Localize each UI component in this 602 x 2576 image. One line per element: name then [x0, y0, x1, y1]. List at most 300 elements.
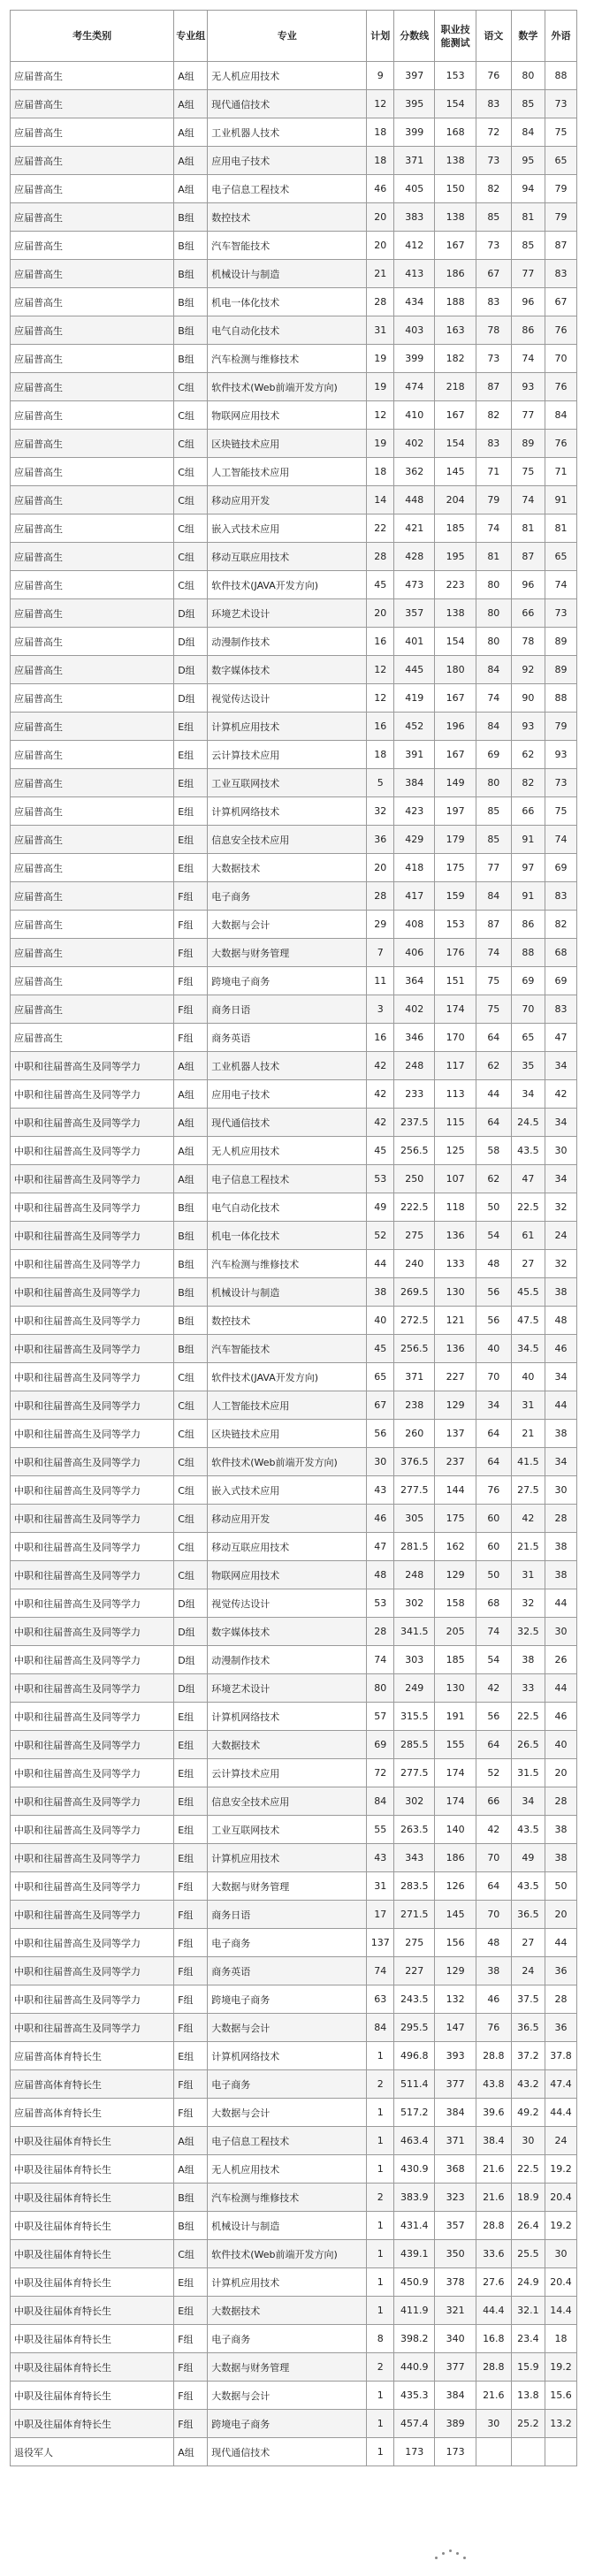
table-row [11, 1816, 577, 1844]
cell-group: E组 [174, 1703, 208, 1731]
cell-skill-test: 167 [435, 684, 476, 713]
table-row [11, 769, 577, 797]
cell-skill-test: 140 [435, 1816, 476, 1844]
cell-category: 中职和往届普高生及同等学力 [11, 1703, 174, 1731]
table-row [11, 826, 577, 854]
cell-cutoff: 401 [394, 628, 435, 656]
cell-category: 应届普高生 [11, 316, 174, 345]
table-row [11, 62, 577, 90]
table-row [11, 2070, 577, 2099]
cell-chinese: 83 [476, 430, 511, 458]
table-row [11, 939, 577, 967]
cell-major: 计算机应用技术 [208, 1844, 367, 1872]
cell-cutoff: 269.5 [394, 1278, 435, 1307]
cell-group: C组 [174, 401, 208, 430]
table-row [11, 288, 577, 316]
cell-group: B组 [174, 1335, 208, 1363]
cell-cutoff: 285.5 [394, 1731, 435, 1759]
header-category: 考生类别 [11, 11, 174, 62]
cell-major: 软件技术(Web前端开发方向) [208, 2240, 367, 2268]
cell-major: 嵌入式技术应用 [208, 514, 367, 543]
table-row [11, 1844, 577, 1872]
table-row [11, 1024, 577, 1052]
cell-major: 现代通信技术 [208, 2438, 367, 2466]
cell-foreign-language: 28 [545, 1787, 576, 1816]
cell-math: 61 [511, 1222, 545, 1250]
cell-cutoff: 237.5 [394, 1109, 435, 1137]
cell-major: 信息安全技术应用 [208, 826, 367, 854]
cell-foreign-language: 44 [545, 1929, 576, 1957]
cell-chinese: 64 [476, 1109, 511, 1137]
cell-category: 中职及往届体育特长生 [11, 2353, 174, 2382]
cell-chinese: 54 [476, 1646, 511, 1674]
cell-cutoff: 238 [394, 1391, 435, 1420]
cell-group: C组 [174, 458, 208, 486]
cell-skill-test: 154 [435, 430, 476, 458]
cell-math: 78 [511, 628, 545, 656]
cell-plan: 57 [367, 1703, 394, 1731]
cell-group: A组 [174, 1052, 208, 1080]
cell-major: 工业互联网技术 [208, 769, 367, 797]
cell-group: B组 [174, 203, 208, 232]
cell-math: 15.9 [511, 2353, 545, 2382]
cell-foreign-language: 44 [545, 1391, 576, 1420]
cell-foreign-language: 14.4 [545, 2297, 576, 2325]
cell-plan: 9 [367, 62, 394, 90]
cell-cutoff: 430.9 [394, 2155, 435, 2184]
cell-skill-test: 185 [435, 1646, 476, 1674]
cell-foreign-language: 38 [545, 1844, 576, 1872]
cell-category: 应届普高生 [11, 514, 174, 543]
cell-chinese: 28.8 [476, 2042, 511, 2070]
cell-math: 36.5 [511, 2014, 545, 2042]
cell-cutoff: 256.5 [394, 1137, 435, 1165]
cell-group: A组 [174, 1165, 208, 1193]
cell-foreign-language: 20 [545, 1759, 576, 1787]
cell-chinese: 85 [476, 203, 511, 232]
cell-skill-test: 197 [435, 797, 476, 826]
cell-cutoff: 343 [394, 1844, 435, 1872]
cell-math: 75 [511, 458, 545, 486]
cell-category: 中职和往届普高生及同等学力 [11, 1363, 174, 1391]
cell-cutoff: 248 [394, 1561, 435, 1589]
cell-group: E组 [174, 2042, 208, 2070]
cell-group: D组 [174, 656, 208, 684]
cell-group: F组 [174, 1872, 208, 1901]
cell-math: 91 [511, 882, 545, 911]
table-row [11, 2382, 577, 2410]
cell-math: 32 [511, 1589, 545, 1618]
cell-cutoff: 240 [394, 1250, 435, 1278]
cell-math: 21.5 [511, 1533, 545, 1561]
cell-cutoff: 173 [394, 2438, 435, 2466]
cell-major: 软件技术(Web前端开发方向) [208, 373, 367, 401]
cell-cutoff: 383.9 [394, 2184, 435, 2212]
cell-group: A组 [174, 2155, 208, 2184]
cell-math: 93 [511, 373, 545, 401]
cell-foreign-language: 73 [545, 769, 576, 797]
cell-math: 92 [511, 656, 545, 684]
cell-math: 43.2 [511, 2070, 545, 2099]
cell-group: E组 [174, 826, 208, 854]
cell-cutoff: 411.9 [394, 2297, 435, 2325]
cell-category: 中职及往届体育特长生 [11, 2184, 174, 2212]
cell-skill-test: 158 [435, 1589, 476, 1618]
cell-skill-test: 186 [435, 260, 476, 288]
cell-foreign-language: 44.4 [545, 2099, 576, 2127]
cell-math: 34 [511, 1787, 545, 1816]
cell-major: 机电一体化技术 [208, 288, 367, 316]
cell-plan: 30 [367, 1448, 394, 1476]
cell-group: B组 [174, 316, 208, 345]
cell-skill-test: 145 [435, 458, 476, 486]
cell-major: 计算机应用技术 [208, 713, 367, 741]
cell-chinese: 62 [476, 1052, 511, 1080]
cell-chinese: 74 [476, 684, 511, 713]
cell-group: C组 [174, 486, 208, 514]
cell-chinese: 30 [476, 2410, 511, 2438]
cell-cutoff: 463.4 [394, 2127, 435, 2155]
cell-major: 电气自动化技术 [208, 316, 367, 345]
cell-chinese: 67 [476, 260, 511, 288]
header-group: 专业组 [174, 11, 208, 62]
cell-plan: 40 [367, 1307, 394, 1335]
cell-cutoff: 283.5 [394, 1872, 435, 1901]
cell-plan: 2 [367, 2070, 394, 2099]
cell-category: 应届普高生 [11, 345, 174, 373]
cell-major: 工业机器人技术 [208, 1052, 367, 1080]
cell-category: 应届普高生 [11, 995, 174, 1024]
cell-foreign-language: 89 [545, 628, 576, 656]
table-row [11, 2212, 577, 2240]
cell-category: 中职和往届普高生及同等学力 [11, 1278, 174, 1307]
cell-foreign-language: 19.2 [545, 2353, 576, 2382]
cell-chinese: 64 [476, 1024, 511, 1052]
cell-major: 动漫制作技术 [208, 1646, 367, 1674]
cell-chinese: 73 [476, 147, 511, 175]
cell-skill-test: 323 [435, 2184, 476, 2212]
table-row [11, 599, 577, 628]
cell-skill-test: 144 [435, 1476, 476, 1505]
cell-math: 13.8 [511, 2382, 545, 2410]
cell-plan: 72 [367, 1759, 394, 1787]
cell-chinese: 28.8 [476, 2212, 511, 2240]
cell-math: 77 [511, 260, 545, 288]
cell-cutoff: 423 [394, 797, 435, 826]
table-row [11, 1222, 577, 1250]
cell-category: 应届普高体育特长生 [11, 2070, 174, 2099]
cell-major: 大数据与会计 [208, 911, 367, 939]
cell-foreign-language: 19.2 [545, 2212, 576, 2240]
cell-group: A组 [174, 90, 208, 118]
cell-math: 40 [511, 1363, 545, 1391]
cell-group: F组 [174, 2014, 208, 2042]
cell-group: E组 [174, 854, 208, 882]
cell-category: 应届普高生 [11, 967, 174, 995]
cell-major: 云计算技术应用 [208, 1759, 367, 1787]
cell-math: 69 [511, 967, 545, 995]
cell-foreign-language: 38 [545, 1533, 576, 1561]
cell-cutoff: 362 [394, 458, 435, 486]
cell-group: F组 [174, 1957, 208, 1985]
table-row [11, 316, 577, 345]
cell-plan: 1 [367, 2155, 394, 2184]
cell-skill-test: 147 [435, 2014, 476, 2042]
table-row [11, 882, 577, 911]
cell-major: 区块链技术应用 [208, 1420, 367, 1448]
cell-skill-test: 176 [435, 939, 476, 967]
cell-cutoff: 440.9 [394, 2353, 435, 2382]
cell-category: 中职及往届体育特长生 [11, 2127, 174, 2155]
cell-foreign-language: 89 [545, 656, 576, 684]
table-row [11, 2325, 577, 2353]
cell-chinese: 64 [476, 1731, 511, 1759]
cell-cutoff: 263.5 [394, 1816, 435, 1844]
cell-plan: 1 [367, 2382, 394, 2410]
cell-group: C组 [174, 514, 208, 543]
cell-math: 18.9 [511, 2184, 545, 2212]
cell-category: 应届普高生 [11, 147, 174, 175]
cell-foreign-language: 46 [545, 1335, 576, 1363]
cell-skill-test: 151 [435, 967, 476, 995]
cell-category: 中职和往届普高生及同等学力 [11, 1929, 174, 1957]
cell-skill-test: 377 [435, 2070, 476, 2099]
cell-cutoff: 371 [394, 147, 435, 175]
table-row [11, 854, 577, 882]
cell-foreign-language: 15.6 [545, 2382, 576, 2410]
cell-skill-test: 185 [435, 514, 476, 543]
cell-skill-test: 167 [435, 232, 476, 260]
cell-foreign-language: 48 [545, 1307, 576, 1335]
cell-major: 数控技术 [208, 1307, 367, 1335]
cell-major: 电子商务 [208, 1929, 367, 1957]
cell-plan: 2 [367, 2353, 394, 2382]
cell-category: 应届普高生 [11, 62, 174, 90]
table-row [11, 1109, 577, 1137]
cell-group: F组 [174, 1901, 208, 1929]
cell-group: F组 [174, 995, 208, 1024]
cell-cutoff: 395 [394, 90, 435, 118]
cell-plan: 46 [367, 1505, 394, 1533]
cell-foreign-language: 71 [545, 458, 576, 486]
cell-chinese: 70 [476, 1901, 511, 1929]
cell-plan: 12 [367, 684, 394, 713]
cell-foreign-language: 67 [545, 288, 576, 316]
cell-chinese: 82 [476, 175, 511, 203]
cell-category: 中职和往届普高生及同等学力 [11, 1420, 174, 1448]
cell-math: 37.5 [511, 1985, 545, 2014]
cell-category: 应届普高生 [11, 232, 174, 260]
cell-major: 计算机应用技术 [208, 2268, 367, 2297]
cell-math: 81 [511, 203, 545, 232]
cell-chinese: 40 [476, 1335, 511, 1363]
cell-chinese: 79 [476, 486, 511, 514]
cell-cutoff: 402 [394, 430, 435, 458]
cell-chinese: 74 [476, 1618, 511, 1646]
cell-category: 应届普高生 [11, 203, 174, 232]
cell-math: 49.2 [511, 2099, 545, 2127]
cell-group: B组 [174, 345, 208, 373]
cell-chinese: 84 [476, 656, 511, 684]
cell-cutoff: 410 [394, 401, 435, 430]
cell-foreign-language: 44 [545, 1674, 576, 1703]
header-cutoff: 分数线 [394, 11, 435, 62]
cell-plan: 18 [367, 458, 394, 486]
cell-skill-test: 153 [435, 62, 476, 90]
cell-category: 中职和往届普高生及同等学力 [11, 1816, 174, 1844]
cell-major: 电子信息工程技术 [208, 1165, 367, 1193]
table-row [11, 1618, 577, 1646]
cell-math: 21 [511, 1420, 545, 1448]
cell-group: F组 [174, 882, 208, 911]
cell-skill-test: 167 [435, 741, 476, 769]
cell-cutoff: 517.2 [394, 2099, 435, 2127]
cell-plan: 45 [367, 1335, 394, 1363]
cell-major: 商务英语 [208, 1024, 367, 1052]
cell-foreign-language: 32 [545, 1250, 576, 1278]
table-row [11, 1052, 577, 1080]
table-row [11, 1561, 577, 1589]
cell-major: 大数据技术 [208, 854, 367, 882]
cell-foreign-language: 24 [545, 1222, 576, 1250]
cell-group: C组 [174, 1363, 208, 1391]
cell-skill-test: 368 [435, 2155, 476, 2184]
table-row [11, 741, 577, 769]
cell-plan: 1 [367, 2042, 394, 2070]
cell-math: 30 [511, 2127, 545, 2155]
cell-foreign-language: 82 [545, 911, 576, 939]
cell-group: E组 [174, 1844, 208, 1872]
cell-math: 97 [511, 854, 545, 882]
cell-foreign-language: 91 [545, 486, 576, 514]
cell-category: 中职及往届体育特长生 [11, 2325, 174, 2353]
cell-major: 嵌入式技术应用 [208, 1476, 367, 1505]
cell-cutoff: 399 [394, 345, 435, 373]
cell-foreign-language: 20.4 [545, 2184, 576, 2212]
cell-plan: 49 [367, 1193, 394, 1222]
cell-major: 软件技术(JAVA开发方向) [208, 571, 367, 599]
table-row [11, 656, 577, 684]
cell-category: 中职和往届普高生及同等学力 [11, 1561, 174, 1589]
cell-cutoff: 431.4 [394, 2212, 435, 2240]
cell-chinese: 80 [476, 599, 511, 628]
cell-major: 动漫制作技术 [208, 628, 367, 656]
table-row [11, 628, 577, 656]
table-row [11, 458, 577, 486]
cell-major: 无人机应用技术 [208, 1137, 367, 1165]
cell-cutoff: 275 [394, 1929, 435, 1957]
cell-foreign-language: 69 [545, 967, 576, 995]
cell-math: 66 [511, 797, 545, 826]
cell-math: 74 [511, 345, 545, 373]
cell-major: 移动互联应用技术 [208, 543, 367, 571]
cell-math: 43.5 [511, 1816, 545, 1844]
cell-category: 应届普高生 [11, 1024, 174, 1052]
table-row [11, 430, 577, 458]
cell-math: 65 [511, 1024, 545, 1052]
table-row [11, 2099, 577, 2127]
cell-math: 35 [511, 1052, 545, 1080]
cell-foreign-language: 37.8 [545, 2042, 576, 2070]
table-row [11, 1985, 577, 2014]
cell-major: 人工智能技术应用 [208, 1391, 367, 1420]
cell-category: 中职和往届普高生及同等学力 [11, 1787, 174, 1816]
cell-group: A组 [174, 147, 208, 175]
header-math: 数学 [511, 11, 545, 62]
cell-category: 中职和往届普高生及同等学力 [11, 1505, 174, 1533]
cell-category: 应届普高生 [11, 797, 174, 826]
cell-category: 中职和往届普高生及同等学力 [11, 1137, 174, 1165]
cell-plan: 20 [367, 854, 394, 882]
cell-math: 23.4 [511, 2325, 545, 2353]
cell-chinese: 76 [476, 1476, 511, 1505]
cell-math: 22.5 [511, 1703, 545, 1731]
cell-group: F组 [174, 2099, 208, 2127]
cell-chinese: 80 [476, 571, 511, 599]
cell-math: 81 [511, 514, 545, 543]
cell-group: B组 [174, 2212, 208, 2240]
cell-category: 中职及往届体育特长生 [11, 2268, 174, 2297]
cell-major: 云计算技术应用 [208, 741, 367, 769]
cell-skill-test: 115 [435, 1109, 476, 1137]
cell-math: 84 [511, 118, 545, 147]
cell-chinese: 77 [476, 854, 511, 882]
cell-category: 应届普高生 [11, 826, 174, 854]
table-row [11, 1335, 577, 1363]
cell-chinese: 64 [476, 1448, 511, 1476]
cell-chinese: 64 [476, 1420, 511, 1448]
cell-plan: 12 [367, 656, 394, 684]
cell-major: 应用电子技术 [208, 147, 367, 175]
cell-chinese [476, 2438, 511, 2466]
table-row [11, 2014, 577, 2042]
cell-chinese: 70 [476, 1844, 511, 1872]
cell-cutoff: 233 [394, 1080, 435, 1109]
cell-group: B组 [174, 1250, 208, 1278]
cell-foreign-language: 46 [545, 1703, 576, 1731]
cell-cutoff: 341.5 [394, 1618, 435, 1646]
cell-skill-test: 204 [435, 486, 476, 514]
cell-skill-test: 357 [435, 2212, 476, 2240]
cell-major: 大数据与财务管理 [208, 1872, 367, 1901]
cell-math: 80 [511, 62, 545, 90]
cell-cutoff: 413 [394, 260, 435, 288]
cell-plan: 2 [367, 2184, 394, 2212]
cell-cutoff: 277.5 [394, 1759, 435, 1787]
cell-plan: 28 [367, 543, 394, 571]
cell-group: E组 [174, 1759, 208, 1787]
table-row [11, 2410, 577, 2438]
cell-math: 24 [511, 1957, 545, 1985]
table-row [11, 684, 577, 713]
table-row [11, 911, 577, 939]
cell-chinese: 73 [476, 345, 511, 373]
cell-math: 94 [511, 175, 545, 203]
cell-cutoff: 383 [394, 203, 435, 232]
cell-major: 移动互联应用技术 [208, 1533, 367, 1561]
table-row [11, 1448, 577, 1476]
cell-cutoff: 452 [394, 713, 435, 741]
cell-category: 中职及往届体育特长生 [11, 2155, 174, 2184]
cell-group: E组 [174, 797, 208, 826]
cell-foreign-language: 38 [545, 1420, 576, 1448]
cell-math: 24.9 [511, 2268, 545, 2297]
cell-skill-test: 378 [435, 2268, 476, 2297]
table-row [11, 2042, 577, 2070]
cell-category: 中职和往届普高生及同等学力 [11, 1533, 174, 1561]
cell-group: F组 [174, 2382, 208, 2410]
cell-skill-test: 174 [435, 1787, 476, 1816]
